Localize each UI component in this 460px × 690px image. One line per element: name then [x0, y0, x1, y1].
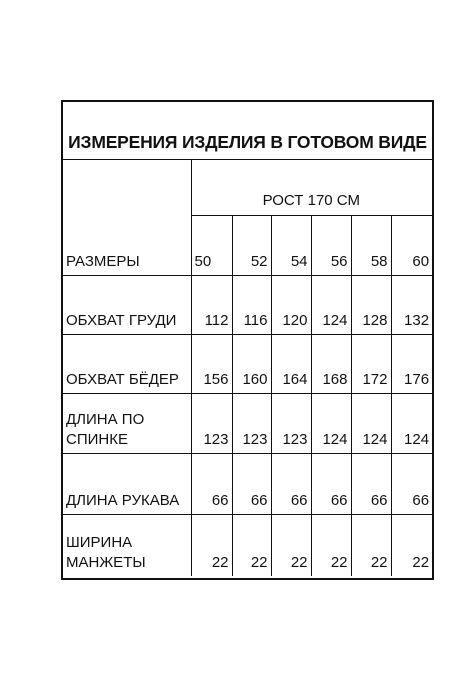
table-cell: 22	[191, 515, 232, 576]
table-cell: 160	[232, 335, 271, 394]
height-row	[63, 160, 432, 216]
row-label: ОБХВАТ ГРУДИ	[63, 276, 191, 335]
row-label: РАЗМЕРЫ	[63, 160, 191, 276]
table-cell: 123	[191, 394, 232, 454]
table-cell: 22	[311, 515, 351, 576]
height-label: РОСТ 170 СМ	[191, 160, 432, 216]
row-label-line: ШИРИНА	[66, 533, 133, 551]
table-cell: 156	[191, 335, 232, 394]
table-cell: 172	[351, 335, 391, 394]
table-cell: 124	[351, 394, 391, 454]
table-cell: 22	[271, 515, 311, 576]
table-cell: 60	[391, 216, 432, 276]
table-cell: 116	[232, 276, 271, 335]
table-cell: 66	[232, 454, 271, 515]
table-cell: 176	[391, 335, 432, 394]
table-cell: 66	[191, 454, 232, 515]
table-cell: 66	[271, 454, 311, 515]
table-cell: 56	[311, 216, 351, 276]
table-cell: 52	[232, 216, 271, 276]
table-row-chest	[63, 276, 432, 335]
document-title: ИЗМЕРЕНИЯ ИЗДЕЛИЯ В ГОТОВОМ ВИДЕ	[68, 132, 427, 152]
table-cell: 128	[351, 276, 391, 335]
table-cell: 22	[351, 515, 391, 576]
table-cell: 124	[311, 394, 351, 454]
table-row-back-length	[63, 394, 432, 454]
table-cell: 54	[271, 216, 311, 276]
row-label-line: ДЛИНА ПО	[66, 411, 145, 428]
table-cell: 123	[271, 394, 311, 454]
table-cell: 124	[391, 394, 432, 454]
row-label: ДЛИНА РУКАВА	[63, 454, 191, 515]
table-cell: 112	[191, 276, 232, 335]
table-row-cuff-width	[63, 515, 432, 576]
table-cell: 50	[191, 216, 232, 276]
row-label: ОБХВАТ БЁДЕР	[63, 335, 191, 394]
row-label	[63, 515, 191, 576]
table-cell: 164	[271, 335, 311, 394]
size-table	[63, 159, 432, 576]
measurements-frame	[61, 100, 434, 580]
table-cell: 123	[232, 394, 271, 454]
table-cell: 120	[271, 276, 311, 335]
table-cell: 66	[351, 454, 391, 515]
table-cell: 168	[311, 335, 351, 394]
table-cell: 22	[232, 515, 271, 576]
row-label-line: СПИНКЕ	[66, 431, 128, 448]
table-cell: 124	[311, 276, 351, 335]
table-row-sleeve-length	[63, 454, 432, 515]
table-cell: 22	[391, 515, 432, 576]
row-label	[63, 394, 191, 454]
table-cell: 66	[311, 454, 351, 515]
row-label-line: МАНЖЕТЫ	[66, 553, 146, 571]
table-cell: 66	[391, 454, 432, 515]
table-row-hips	[63, 335, 432, 394]
table-cell: 58	[351, 216, 391, 276]
table-cell: 132	[391, 276, 432, 335]
